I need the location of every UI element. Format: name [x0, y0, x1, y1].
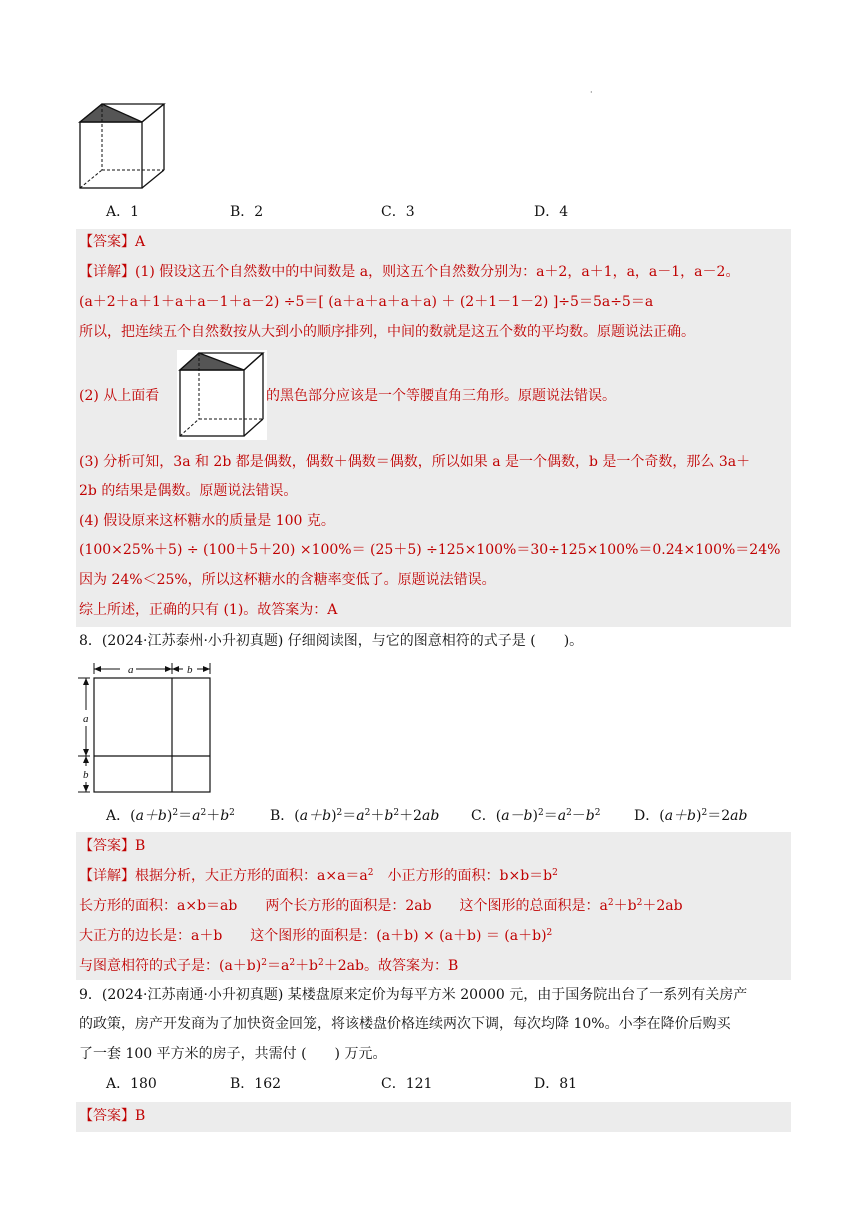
q9-answer-panel — [76, 1102, 791, 1132]
q8-option-c: C．$(a-b)^2=a^2-b^2$ — [471, 808, 601, 824]
q7-option-d: D．4 — [534, 204, 569, 220]
stray-dot: · — [590, 88, 593, 97]
q7-detail-line: 因为 24%＜25%，所以这杯糖水的含糖率变低了。原题说法错误。 — [79, 572, 496, 588]
label-a-top: a — [128, 664, 134, 676]
q7-option-c: C．3 — [381, 204, 415, 220]
q8-option-a: A．$(a+b)^2=a^2+b^2$ — [106, 808, 235, 824]
label-b-left: b — [83, 769, 89, 781]
q9-option-d: D．81 — [534, 1076, 578, 1092]
label-b-top: b — [187, 664, 193, 676]
q8-detail-line: 大正方的边长是：a＋b 这个图形的面积是：$(a+b) \times (a+b) = (a+b)^2$ — [79, 928, 553, 944]
q8-option-b: B．$(a+b)^2=a^2+b^2+2ab$ — [270, 808, 440, 824]
q7-detail-line: (4) 假设原来这杯糖水的质量是 100 克。 — [79, 513, 335, 529]
q7-detail-line: (a＋2＋a＋1＋a＋a－1＋a－2) ÷5＝[ (a＋a＋a＋a＋a) ＋ (2＋1－1－2) ]÷5＝5a÷5＝a — [79, 294, 654, 310]
q8-answer: 【答案】B — [79, 838, 146, 854]
q9-stem-line: 9．(2024·江苏南通·小升初真题) 某楼盘原来定价为每平方米 20000 元，由于国务院出台了一系列有关房产 — [79, 987, 748, 1003]
q7-detail-line: 的黑色部分应该是一个等腰直角三角形。原题说法错误。 — [266, 388, 616, 404]
q7-option-a: A．1 — [106, 204, 140, 220]
label-a-left: a — [83, 713, 89, 725]
q7-detail-line: 综上所述，正确的只有 (1)。故答案为：A — [79, 602, 338, 618]
q7-detail-line: 【详解】(1) 假设这五个自然数中的中间数是 a，则这五个自然数分别为：a＋2，a＋1，a，a－1，a－2。 — [79, 264, 740, 280]
cube-figure — [76, 100, 168, 192]
square-diagram — [76, 660, 216, 796]
q9-option-a: A．180 — [106, 1076, 157, 1092]
q7-detail-line: 所以，把连续五个自然数按从大到小的顺序排列，中间的数就是这五个数的平均数。原题说法正确。 — [79, 324, 695, 340]
q7-detail-line: (2) 从上面看 — [79, 388, 160, 404]
q9-stem-line: 了一套 100 平方米的房子，共需付 ( ) 万元。 — [79, 1046, 387, 1062]
q9-stem-line: 的政策，房产开发商为了加快资金回笼，将该楼盘价格连续两次下调，每次均降 10%。小李在降价后购买 — [79, 1016, 731, 1032]
q8-option-d: D．$(a+b)^2=2ab$ — [634, 808, 748, 824]
q7-answer: 【答案】A — [79, 234, 146, 250]
q9-option-c: C．121 — [381, 1076, 433, 1092]
q7-detail-line: 2b 的结果是偶数。原题说法错误。 — [79, 483, 298, 499]
cube-inline-figure — [177, 350, 267, 440]
q8-detail-line: 长方形的面积：a×b＝ab 两个长方形的面积是：2ab 这个图形的总面积是：$a^2+b^2+2ab$ — [79, 898, 683, 914]
q8-detail-line: 【详解】根据分析，大正方形的面积：$a\times a=a^2$ 小正方形的面积：$b\times b=b^2$ — [79, 868, 558, 884]
q9-option-b: B．162 — [230, 1076, 282, 1092]
q9-answer: 【答案】B — [79, 1108, 146, 1124]
q8-detail-line: 与图意相符的式子是：$(a+b)^2=a^2+b^2+2ab$。故答案为：B — [79, 958, 459, 974]
q7-detail-line: (100×25%＋5) ÷ (100＋5＋20) ×100%＝ (25＋5) ÷125×100%＝30÷125×100%＝0.24×100%＝24% — [79, 542, 781, 558]
q7-option-b: B．2 — [230, 204, 264, 220]
q7-detail-line: (3) 分析可知，3a 和 2b 都是偶数，偶数＋偶数＝偶数，所以如果 a 是一个偶数，b 是一个奇数，那么 3a＋ — [79, 454, 751, 470]
q8-stem: 8．(2024·江苏泰州·小升初真题) 仔细阅读图，与它的图意相符的式子是 ( )。 — [79, 633, 584, 649]
